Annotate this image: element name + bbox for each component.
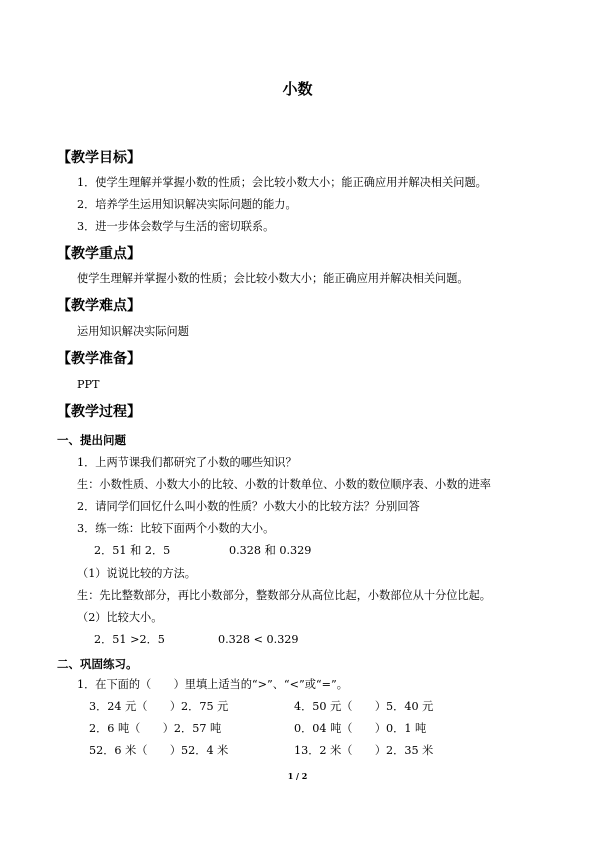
goal-item-3: 3．进一步体会数学与生活的密切联系。 bbox=[77, 220, 275, 233]
exercise-row-2-right: 0．04 吨（ ）0．1 吨 bbox=[294, 722, 427, 735]
result-b: 0.328 < 0.329 bbox=[218, 633, 299, 646]
page-title: 小数 bbox=[282, 80, 313, 98]
heading-key-points: 【教学重点】 bbox=[57, 246, 141, 262]
section-2-instruction: 1．在下面的（ ）里填上适当的“>”、“<”或“=”。 bbox=[77, 678, 348, 691]
exercise-row-2-left: 2．6 吨（ ）2．57 吨 bbox=[89, 722, 222, 735]
preparation-text: PPT bbox=[77, 378, 100, 391]
section-2-title: 二、巩固练习。 bbox=[57, 657, 138, 671]
student-answer: 生：先比整数部分，再比小数部分，整数部分从高位比起，小数部位从十分位比起。 bbox=[77, 589, 491, 602]
section-1-line-2: 生：小数性质、小数大小的比较、小数的计数单位、小数的数位顺序表、小数的进率 bbox=[77, 478, 491, 491]
compare-item-a: 2．51 和 2．5 bbox=[94, 544, 171, 557]
compare-item-b: 0.328 和 0.329 bbox=[229, 544, 312, 557]
sub-question-1: （1）说说比较的方法。 bbox=[77, 567, 196, 580]
section-1-line-4: 3．练一练：比较下面两个小数的大小。 bbox=[77, 522, 275, 535]
goal-item-2: 2．培养学生运用知识解决实际问题的能力。 bbox=[77, 198, 297, 211]
page-number: 1 / 2 bbox=[287, 771, 308, 781]
result-a: 2．51 >2．5 bbox=[94, 633, 165, 646]
heading-difficulties: 【教学难点】 bbox=[57, 298, 141, 314]
heading-preparation: 【教学准备】 bbox=[57, 351, 141, 367]
difficulties-text: 运用知识解决实际问题 bbox=[77, 325, 189, 338]
section-1-line-1: 1．上两节课我们都研究了小数的哪些知识？ bbox=[77, 456, 297, 469]
sub-question-2: （2）比较大小。 bbox=[77, 611, 163, 624]
exercise-row-3-left: 52．6 米（ ）52．4 米 bbox=[89, 744, 229, 757]
exercise-row-3-right: 13．2 米（ ）2．35 米 bbox=[294, 744, 434, 757]
section-1-line-3: 2．请同学们回忆什么叫小数的性质？小数大小的比较方法？分别回答 bbox=[77, 500, 420, 513]
exercise-row-1-right: 4．50 元（ ）5．40 元 bbox=[294, 700, 434, 713]
heading-process: 【教学过程】 bbox=[57, 404, 141, 420]
exercise-row-1-left: 3．24 元（ ）2．75 元 bbox=[89, 700, 229, 713]
goal-item-1: 1．使学生理解并掌握小数的性质；会比较小数大小；能正确应用并解决相关问题。 bbox=[77, 176, 487, 189]
heading-goals: 【教学目标】 bbox=[57, 150, 141, 166]
key-points-text: 使学生理解并掌握小数的性质；会比较小数大小；能正确应用并解决相关问题。 bbox=[77, 272, 469, 285]
section-1-title: 一、提出问题 bbox=[57, 433, 126, 447]
